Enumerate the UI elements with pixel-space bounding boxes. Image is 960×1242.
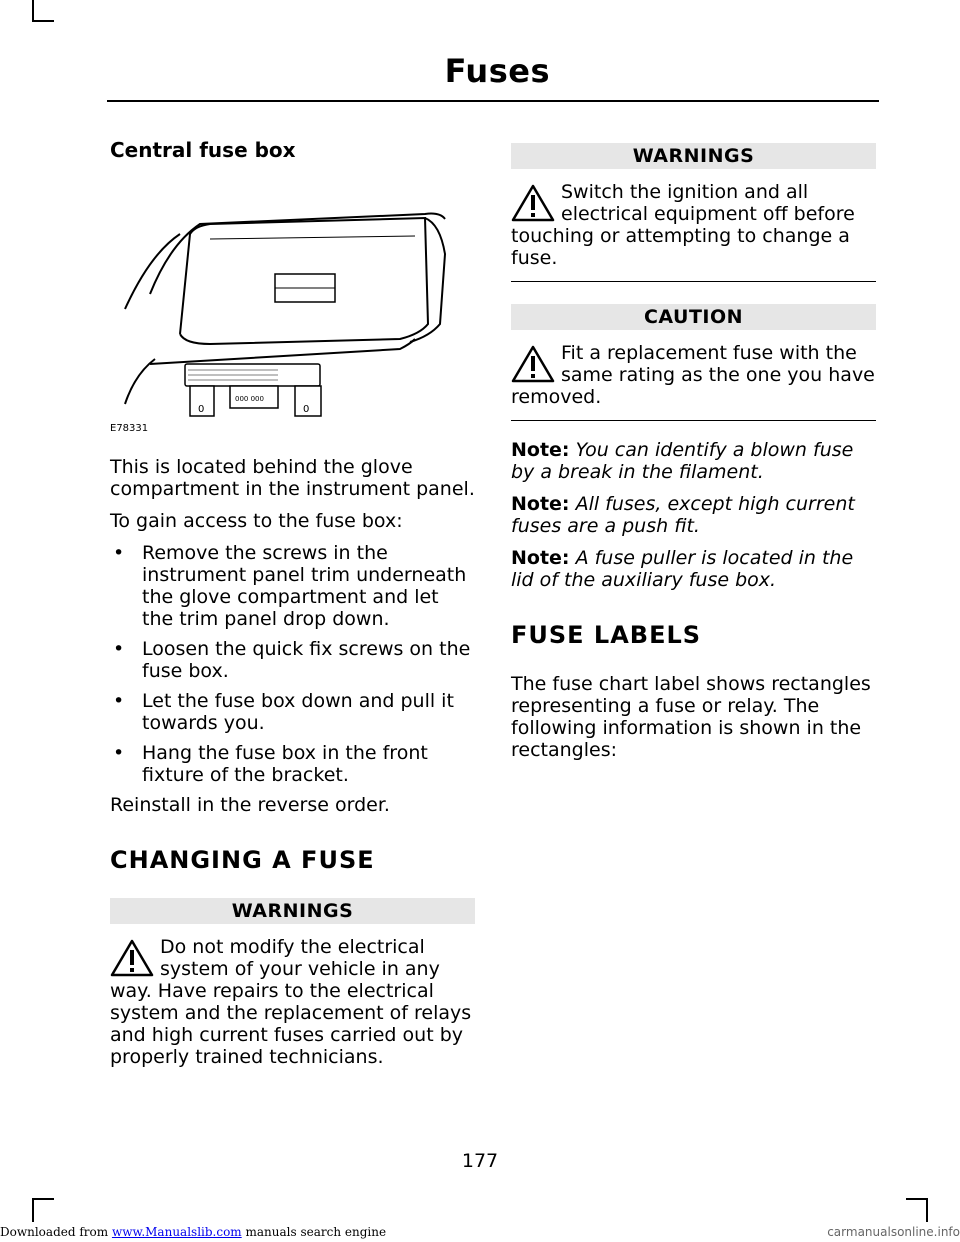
note: Note: A fuse puller is located in the lid of the auxiliary fuse box. bbox=[511, 547, 854, 591]
caution-box bbox=[511, 304, 876, 421]
svg-text:0: 0 bbox=[198, 404, 205, 415]
figure-code: E78331 bbox=[110, 423, 149, 434]
page-title: Fuses bbox=[444, 52, 550, 90]
list-item: • Loosen the quick fix screws on the fuse box. bbox=[113, 638, 471, 682]
svg-text:000 000: 000 000 bbox=[235, 395, 264, 403]
crop-mark bbox=[906, 1198, 928, 1200]
crop-mark bbox=[32, 20, 54, 22]
warning-box bbox=[511, 143, 876, 282]
crop-mark bbox=[32, 1198, 54, 1200]
footer-prefix: Downloaded from bbox=[0, 1225, 112, 1239]
crop-mark bbox=[926, 1198, 928, 1222]
list-item: • Remove the screws in the instrument panel trim underneath the glove compartment and let the trim panel drop down. bbox=[113, 542, 467, 630]
intro-text: This is located behind the glove compartment in the instrument panel. bbox=[110, 456, 475, 500]
fuse-labels-text: The fuse chart label shows rectangles representing a fuse or relay. The following information is shown in the rectangles: bbox=[511, 673, 871, 761]
crop-mark bbox=[32, 1198, 34, 1222]
caution-body bbox=[511, 330, 876, 408]
footer-suffix: manuals search engine bbox=[241, 1225, 387, 1239]
warning-body bbox=[511, 169, 876, 269]
svg-text:0: 0 bbox=[303, 404, 310, 415]
divider bbox=[511, 420, 876, 421]
header-rule bbox=[107, 100, 879, 102]
crop-mark bbox=[32, 0, 34, 22]
left-column bbox=[110, 138, 475, 1068]
warning-triangle-icon bbox=[511, 344, 555, 384]
right-column bbox=[511, 143, 876, 761]
warning-body bbox=[110, 924, 475, 1068]
access-lead: To gain access to the fuse box: bbox=[110, 510, 403, 532]
fuse-box-illustration bbox=[110, 174, 455, 434]
warning-box bbox=[110, 898, 475, 1068]
glove-box-drawing bbox=[110, 174, 455, 434]
download-footer bbox=[0, 1222, 960, 1242]
note: Note: All fuses, except high current fuses are a push fit. bbox=[511, 493, 855, 537]
warning-heading: WARNINGS bbox=[110, 898, 475, 924]
warning-triangle-icon bbox=[511, 183, 555, 223]
warning-text: Switch the ignition and all electrical equipment off before touching or attempting to change a fuse. bbox=[511, 181, 855, 269]
caution-heading: CAUTION bbox=[511, 304, 876, 330]
manualslib-link[interactable]: www.Manualslib.com bbox=[111, 1225, 242, 1239]
note: Note: You can identify a blown fuse by a break in the filament. bbox=[511, 439, 854, 483]
list-item: • Let the fuse box down and pull it towards you. bbox=[113, 690, 454, 734]
reinstall-text: Reinstall in the reverse order. bbox=[110, 794, 390, 816]
fuse-labels-heading: FUSE LABELS bbox=[511, 621, 702, 649]
warning-triangle-icon bbox=[110, 938, 154, 978]
changing-fuse-heading: CHANGING A FUSE bbox=[110, 846, 375, 874]
watermark: carmanualsonline.info bbox=[827, 1225, 960, 1239]
warning-text: Do not modify the electrical system of your vehicle in any way. Have repairs to the electrical system and the replacement of relays and high current fuses carried out by properly trained technicians. bbox=[110, 936, 472, 1068]
divider bbox=[511, 281, 876, 282]
warning-heading: WARNINGS bbox=[511, 143, 876, 169]
section-title: Central fuse box bbox=[110, 138, 296, 162]
steps-list bbox=[110, 542, 475, 786]
caution-text: Fit a replacement fuse with the same rating as the one you have removed. bbox=[511, 342, 875, 408]
list-item: • Hang the fuse box in the front fixture of the bracket. bbox=[113, 742, 428, 786]
page-number: 177 bbox=[461, 1150, 499, 1172]
